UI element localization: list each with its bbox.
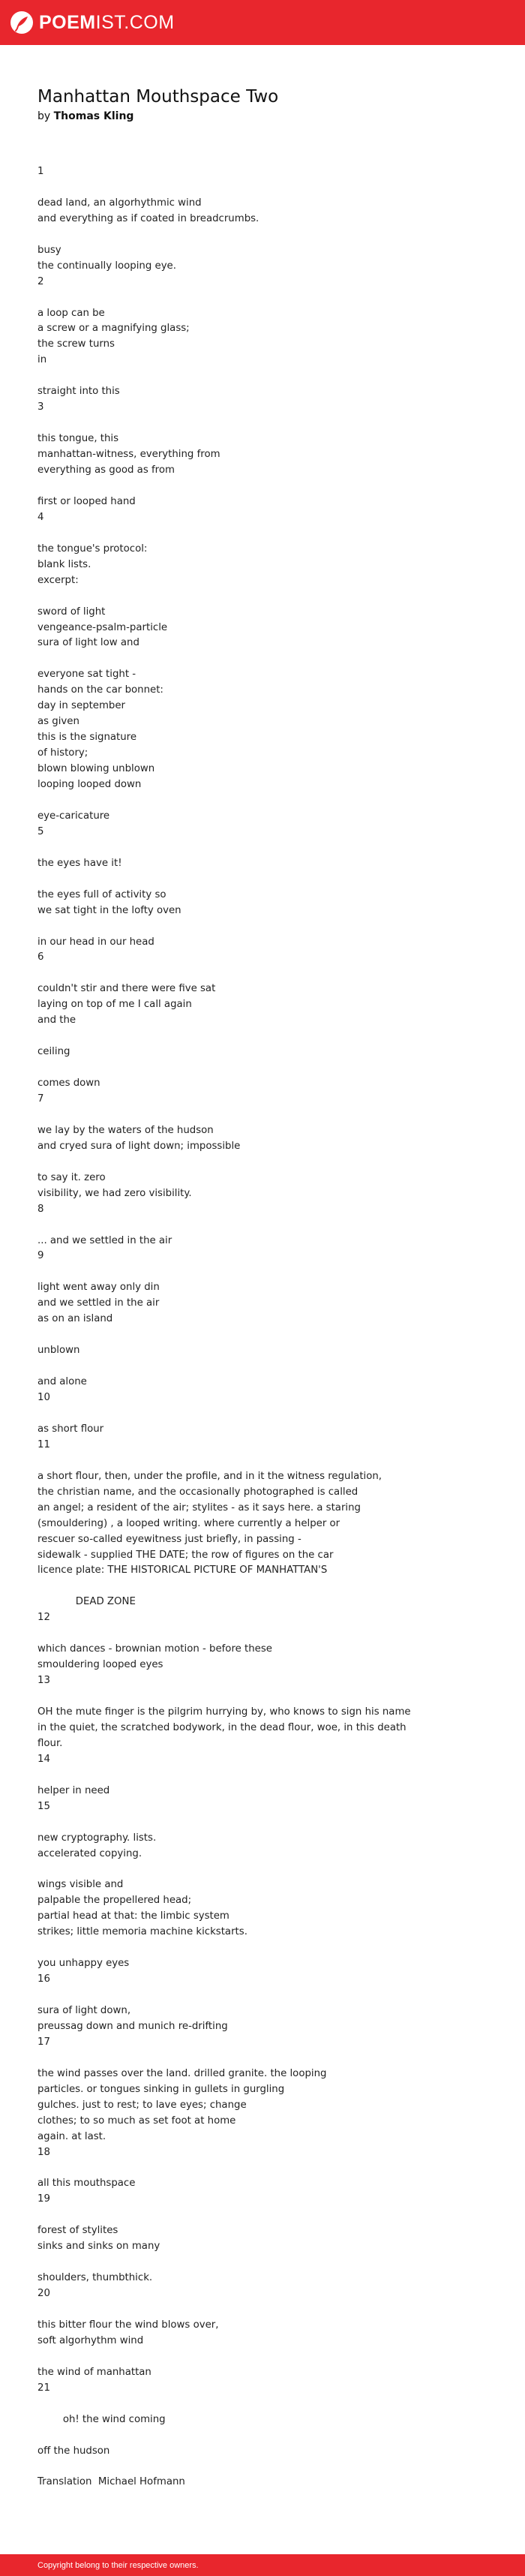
poem-line [38, 651, 488, 667]
poem-line [38, 2161, 488, 2177]
poem-line [38, 416, 488, 431]
poem-line: vengeance-psalm-particle [38, 621, 168, 633]
poem-line: smouldering looped eyes [38, 1659, 164, 1671]
poem-line: 18 [38, 2146, 50, 2158]
poem-line: couldn't stir and there were five sat [38, 983, 216, 995]
poem-line: gulches. just to rest; to lave eyes; change [38, 2099, 247, 2111]
poem-line: everyone sat tight - [38, 669, 136, 681]
poem-line: strikes; little memoria machine kickstarts. [38, 1926, 248, 1938]
poem-line: eye-caricature [38, 810, 110, 822]
poem-line: sidewalk - supplied THE DATE; the row of figures on the car [38, 1549, 334, 1561]
poem-line [38, 1327, 488, 1343]
poem-line: 4 [38, 511, 44, 523]
poem-line: 5 [38, 825, 44, 837]
author-link[interactable]: Thomas Kling [53, 110, 134, 122]
poem-line [38, 2208, 488, 2223]
poem-line: the tongue's protocol: [38, 543, 148, 555]
poem-line: 15 [38, 1800, 50, 1812]
poem-line: helper in need [38, 1784, 110, 1796]
poem-line [38, 1155, 488, 1171]
poem-line [38, 1988, 488, 2003]
poem-line: new cryptography. lists. [38, 1832, 157, 1844]
poem-line [38, 919, 488, 935]
poem-line [38, 1453, 488, 1469]
site-footer [0, 2554, 525, 2576]
poem-line: the wind of manhattan [38, 2366, 152, 2378]
poem-line: wings visible and [38, 1879, 124, 1891]
poem-line: straight into this [38, 386, 120, 398]
poem-line: all this mouthspace [38, 2178, 136, 2190]
poem-line: licence plate: THE HISTORICAL PICTURE OF MANHATTAN'S [38, 1565, 328, 1577]
poem-line: blown blowing unblown [38, 763, 155, 775]
poem-line: manhattan-witness, everything from [38, 449, 220, 461]
poem-line: preussag down and munich re-drifting [38, 2020, 228, 2032]
poem-line: clothes; to so much as set foot at home [38, 2115, 236, 2127]
poem-line: as on an island [38, 1313, 113, 1325]
poem-line: we lay by the waters of the hudson [38, 1124, 214, 1136]
poem-line: light went away only din [38, 1282, 160, 1294]
poem-line: comes down [38, 1078, 100, 1090]
poem-line [38, 840, 488, 856]
poem-line: sword of light [38, 606, 106, 618]
poem-line [38, 526, 488, 542]
poem-line: the screw turns [38, 338, 115, 350]
poem-line [38, 2302, 488, 2318]
poem-line: an angel; a resident of the air; stylites - as it says here. a staring [38, 1501, 361, 1513]
poem-line: of history; [38, 747, 88, 759]
poem-line: sinks and sinks on many [38, 2241, 160, 2253]
poem-line [38, 1815, 488, 1831]
poem-line: everything as good as from [38, 464, 175, 476]
poem-line: again. at last. [38, 2130, 106, 2142]
poem-line [38, 1768, 488, 1784]
poem-line: dead land, an algorhythmic wind [38, 197, 202, 209]
poem-line [38, 1359, 488, 1375]
poem-line [38, 2349, 488, 2365]
poem-line [38, 290, 488, 306]
poem-line: 2 [38, 275, 44, 287]
poem-line: Translation Michael Hofmann [38, 2476, 185, 2488]
poem-line: 17 [38, 2036, 50, 2048]
poem-line: you unhappy eyes [38, 1958, 130, 1970]
poem-line: 20 [38, 2288, 50, 2300]
poem-line: 1 [38, 166, 44, 177]
poem-line: forest of stylites [38, 2225, 118, 2237]
poem-line: excerpt: [38, 574, 79, 586]
poem-line: palpable the propellered head; [38, 1895, 192, 1907]
poem-line: hands on the car bonnet: [38, 684, 164, 696]
poem-line: as short flour [38, 1423, 104, 1435]
poem-line: 9 [38, 1250, 44, 1262]
poem-line: a loop can be [38, 307, 105, 319]
poem-line: flour. [38, 1737, 63, 1749]
poem-line [38, 589, 488, 605]
poem-line [38, 1862, 488, 1877]
poem-line: 16 [38, 1973, 50, 1985]
poem-line: partial head at that: the limbic system [38, 1910, 230, 1922]
poem-line: 14 [38, 1753, 50, 1765]
brand-light: IST.COM [95, 11, 175, 33]
copyright-text: Copyright belong to their respective owners. [38, 2560, 199, 2570]
poem-line: 8 [38, 1203, 44, 1215]
poem-line: 12 [38, 1612, 50, 1624]
poem-line: accelerated copying. [38, 1847, 142, 1859]
poem-line: 10 [38, 1392, 50, 1403]
poem-line [38, 180, 488, 196]
poem-line: 13 [38, 1675, 50, 1687]
poem-line: 21 [38, 2382, 50, 2394]
poem-line [38, 872, 488, 888]
poem-line [38, 2397, 488, 2412]
poem-line [38, 966, 488, 981]
poem-line: day in september [38, 700, 126, 712]
poem-line: sura of light down, [38, 2005, 131, 2017]
poem-line: laying on top of me I call again [38, 999, 192, 1011]
poem-line [38, 1406, 488, 1422]
poem-line [38, 1029, 488, 1045]
poem-line: OH the mute finger is the pilgrim hurrying by, who knows to sign his name [38, 1706, 411, 1718]
poem-line [38, 1579, 488, 1595]
poem-line: 11 [38, 1438, 50, 1450]
poem-line: this bitter flour the wind blows over, [38, 2319, 219, 2331]
poem-line: and alone [38, 1376, 87, 1388]
poem-line [38, 1689, 488, 1705]
poem-line [38, 1626, 488, 1642]
poem-line: 3 [38, 401, 44, 413]
poem-line: off the hudson [38, 2445, 110, 2457]
poem-line: (smouldering) , a looped writing. where currently a helper or [38, 1517, 340, 1529]
poem-line [38, 1108, 488, 1123]
by-label: by [38, 110, 51, 122]
poem-line: the continually looping eye. [38, 260, 176, 272]
poem-line: the wind passes over the land. drilled granite. the looping [38, 2067, 327, 2079]
poem-line: the christian name, and the occasionally photographed is called [38, 1486, 358, 1498]
poem-line: visibility, we had zero visibility. [38, 1187, 192, 1199]
poem-line: first or looped hand [38, 495, 136, 507]
poem-line: and we settled in the air [38, 1297, 160, 1309]
poem-line: 7 [38, 1093, 44, 1105]
poem-line: a screw or a magnifying glass; [38, 323, 190, 335]
poem-line: and the [38, 1014, 76, 1026]
poem-line: as given [38, 716, 80, 728]
poem-line: rescuer so-called eyewitness just briefly, in passing - [38, 1533, 302, 1545]
poem-line: the eyes full of activity so [38, 888, 166, 900]
site-logo[interactable] [10, 11, 175, 35]
poem-line [38, 368, 488, 384]
poem-line: 19 [38, 2193, 50, 2205]
poem-line [38, 1940, 488, 1956]
poem-line: ... and we settled in the air [38, 1234, 172, 1246]
poem-line [38, 479, 488, 494]
poem-line: sura of light low and [38, 637, 140, 649]
poem-line: this is the signature [38, 732, 137, 744]
poem-line [38, 1060, 488, 1076]
poem-line [38, 2428, 488, 2444]
poem-line [38, 2460, 488, 2475]
poem-line [38, 1264, 488, 1280]
site-header [0, 0, 525, 45]
poem-title: Manhattan Mouthspace Two [38, 87, 279, 107]
poem-line: DEAD ZONE [38, 1596, 136, 1608]
poem-line: in our head in our head [38, 936, 154, 948]
poem-line: soft algorhythm wind [38, 2334, 144, 2346]
poem-line: and everything as if coated in breadcrumbs. [38, 212, 260, 224]
poem-line: this tongue, this [38, 433, 119, 445]
poem-line [38, 2051, 488, 2067]
poem-line: to say it. zero [38, 1171, 106, 1183]
poem-line: oh! the wind coming [38, 2413, 166, 2425]
poem-body [38, 164, 488, 2490]
poem-line [38, 2255, 488, 2271]
poem-line: we sat tight in the lofty oven [38, 904, 182, 916]
poem-line: and cryed sura of light down; impossible [38, 1140, 241, 1152]
quill-logo-icon [10, 11, 34, 35]
poem-line [38, 1218, 488, 1234]
poem-line: in [38, 354, 47, 366]
poem-line: shoulders, thumbthick. [38, 2272, 153, 2284]
poem-byline [38, 109, 488, 124]
poem-line: a short flour, then, under the profile, and in it the witness regulation, [38, 1470, 382, 1482]
poem-line: blank lists. [38, 558, 92, 570]
poem-header [38, 86, 488, 124]
poem-line: 6 [38, 951, 44, 963]
poem-line: which dances - brownian motion - before these [38, 1643, 272, 1655]
poem-line: busy [38, 244, 62, 256]
site-logo-text [39, 12, 175, 34]
poem-line: the eyes have it! [38, 857, 122, 869]
poem-line [38, 793, 488, 809]
poem-line: particles. or tongues sinking in gullets in gurgling [38, 2083, 285, 2095]
brand-bold: POEM [39, 11, 96, 33]
poem-line [38, 227, 488, 243]
poem-line: in the quiet, the scratched bodywork, in the dead flour, woe, in this death [38, 1721, 406, 1733]
poem-line: looping looped down [38, 779, 142, 791]
poem-line: ceiling [38, 1046, 70, 1058]
poem-line: unblown [38, 1345, 80, 1357]
